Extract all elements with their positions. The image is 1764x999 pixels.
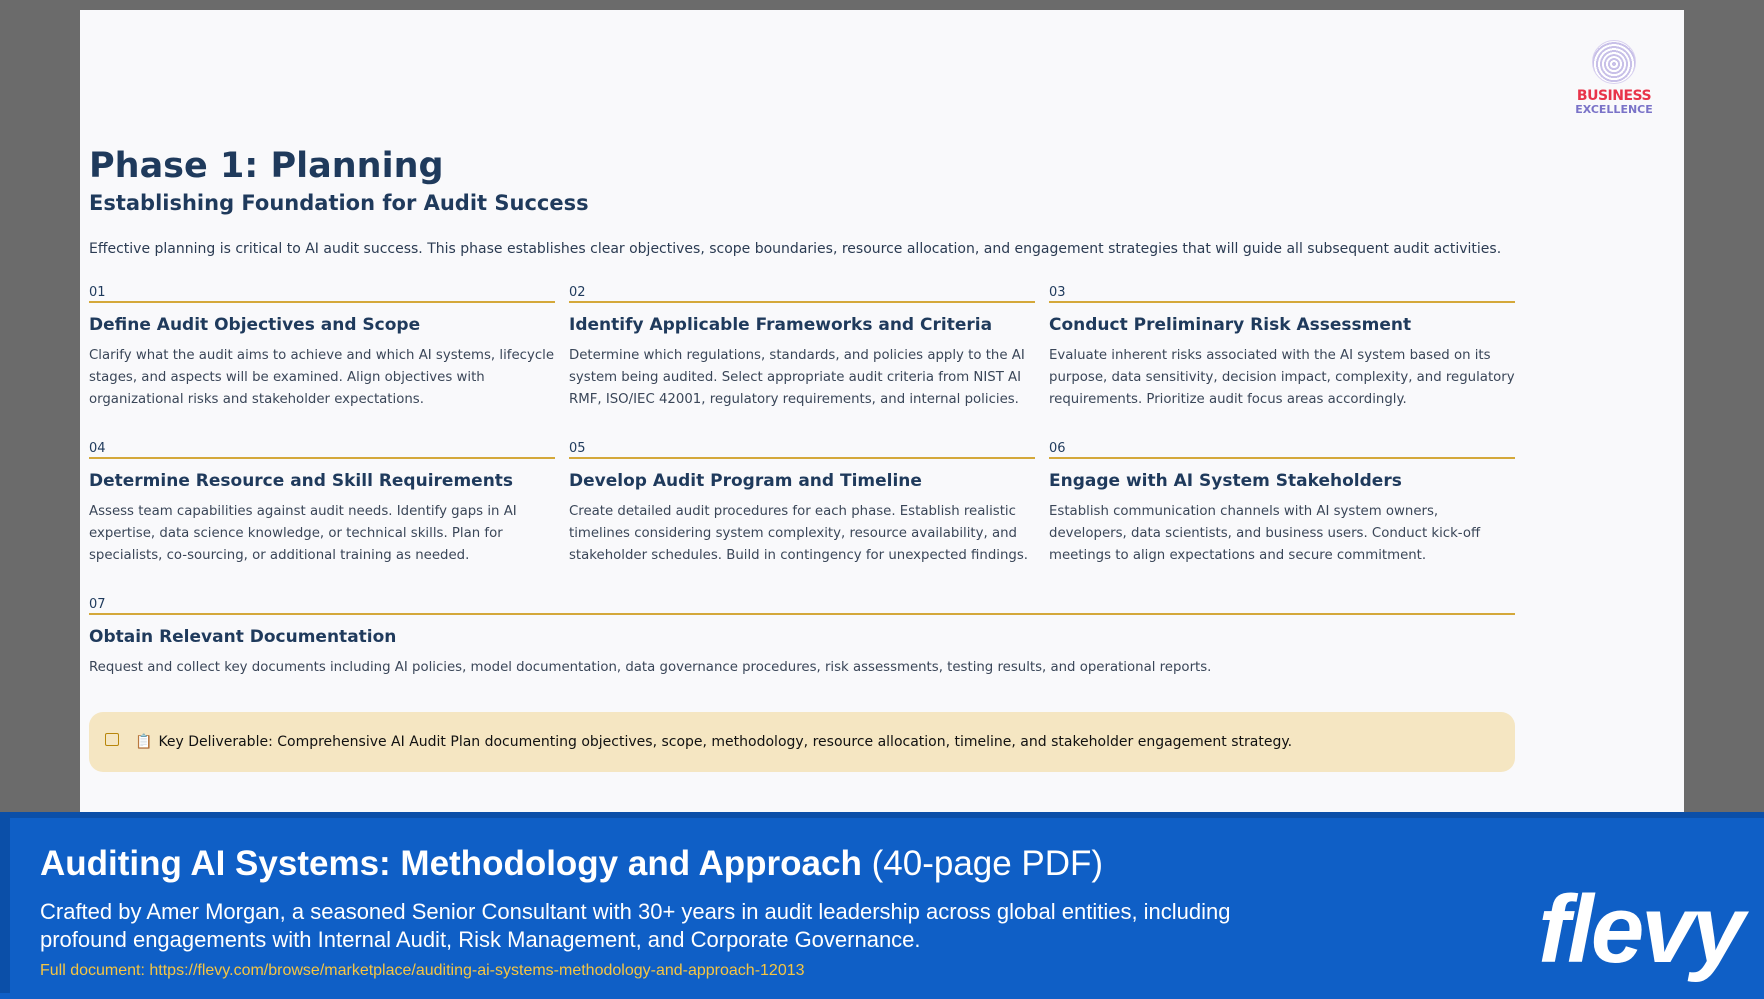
step-title: Engage with AI System Stakeholders bbox=[1049, 471, 1402, 491]
steps-row-3 bbox=[89, 596, 1515, 676]
steps-row-2 bbox=[89, 440, 1515, 596]
step-title: Identify Applicable Frameworks and Criteria bbox=[569, 315, 993, 335]
step-description: Assess team capabilities against audit needs. Identify gaps in AI expertise, data science knowledge, or technical skills. Plan for specialists, co-sourcing, or additional training as needed. bbox=[89, 504, 517, 563]
slide-header bbox=[89, 145, 1515, 257]
step-item bbox=[569, 440, 1035, 596]
step-description: Establish communication channels with AI system owners, developers, data scientists, and business users. Conduct kick-off meetings to align expectations and secure commitment. bbox=[1049, 504, 1481, 563]
step-description: Request and collect key documents including AI policies, model documentation, data governance procedures, risk assessments, testing results, and operational reports. bbox=[89, 660, 1212, 675]
step-item bbox=[89, 596, 1515, 676]
document-page-count: (40-page PDF) bbox=[871, 844, 1104, 883]
step-title: Develop Audit Program and Timeline bbox=[569, 471, 922, 491]
step-item bbox=[89, 284, 555, 440]
step-description: Determine which regulations, standards, and policies apply to the AI system being audited. Select appropriate audit criteria from NIST AI RMF, ISO/IEC 42001, regulatory requirements, and internal policies. bbox=[569, 348, 1025, 407]
key-deliverable-callout bbox=[89, 712, 1515, 772]
document-description: Crafted by Amer Morgan, a seasoned Senior Consultant with 30+ years in audit leadership across global entities, including profound engagements with Internal Audit, Risk Management, and Corporate Governance. bbox=[40, 899, 1231, 952]
step-number: 06 bbox=[1049, 440, 1515, 459]
step-item bbox=[569, 284, 1035, 440]
page-title: Phase 1: Planning bbox=[89, 146, 444, 186]
step-title: Conduct Preliminary Risk Assessment bbox=[1049, 315, 1412, 335]
note-icon bbox=[105, 733, 119, 746]
fingerprint-icon bbox=[1592, 40, 1636, 84]
deliverable-text: Key Deliverable: Comprehensive AI Audit Plan documenting objectives, scope, methodology, resource allocation, timeline, and stakeholder engagement strategy. bbox=[158, 734, 1293, 750]
step-number: 05 bbox=[569, 440, 1035, 459]
steps-row-1 bbox=[89, 284, 1515, 440]
step-number: 01 bbox=[89, 284, 555, 303]
clipboard-icon: 📋 bbox=[135, 734, 153, 750]
footer-banner bbox=[0, 812, 1764, 999]
step-description: Evaluate inherent risks associated with the AI system based on its purpose, data sensitivity, decision impact, complexity, and regulatory requirements. Prioritize audit focus areas accordingly. bbox=[1049, 348, 1515, 407]
footer-accent-bar bbox=[0, 818, 10, 993]
document-title bbox=[40, 844, 1103, 884]
document-title-main: Auditing AI Systems: Methodology and Approach bbox=[40, 844, 862, 883]
step-number: 04 bbox=[89, 440, 555, 459]
step-item bbox=[1049, 284, 1515, 440]
logo-line2: EXCELLENCE bbox=[1575, 103, 1653, 116]
step-description: Clarify what the audit aims to achieve and which AI systems, lifecycle stages, and aspects will be examined. Align objectives with organizational risks and stakeholder expectations. bbox=[89, 348, 555, 407]
step-title: Define Audit Objectives and Scope bbox=[89, 315, 421, 335]
step-item bbox=[89, 440, 555, 596]
step-item bbox=[1049, 440, 1515, 596]
steps-grid bbox=[89, 284, 1515, 676]
step-title: Obtain Relevant Documentation bbox=[89, 627, 397, 647]
business-excellence-logo bbox=[1574, 40, 1654, 116]
step-number: 02 bbox=[569, 284, 1035, 303]
step-number: 03 bbox=[1049, 284, 1515, 303]
step-description: Create detailed audit procedures for each phase. Establish realistic timelines considering system complexity, resource availability, and stakeholder schedules. Build in contingency for unexpected findings. bbox=[569, 504, 1028, 563]
page-subtitle: Establishing Foundation for Audit Success bbox=[89, 191, 589, 215]
step-title: Determine Resource and Skill Requirements bbox=[89, 471, 514, 491]
flevy-logo: flevy bbox=[1538, 876, 1742, 983]
document-link[interactable]: Full document: https://flevy.com/browse/marketplace/auditing-ai-systems-methodology-and-approach-12013 bbox=[40, 962, 805, 979]
step-number: 07 bbox=[89, 596, 1515, 615]
logo-line1: BUSINESS bbox=[1576, 88, 1652, 104]
intro-text: Effective planning is critical to AI audit success. This phase establishes clear objectives, scope boundaries, resource allocation, and engagement strategies that will guide all subsequent audit activities. bbox=[89, 241, 1502, 257]
